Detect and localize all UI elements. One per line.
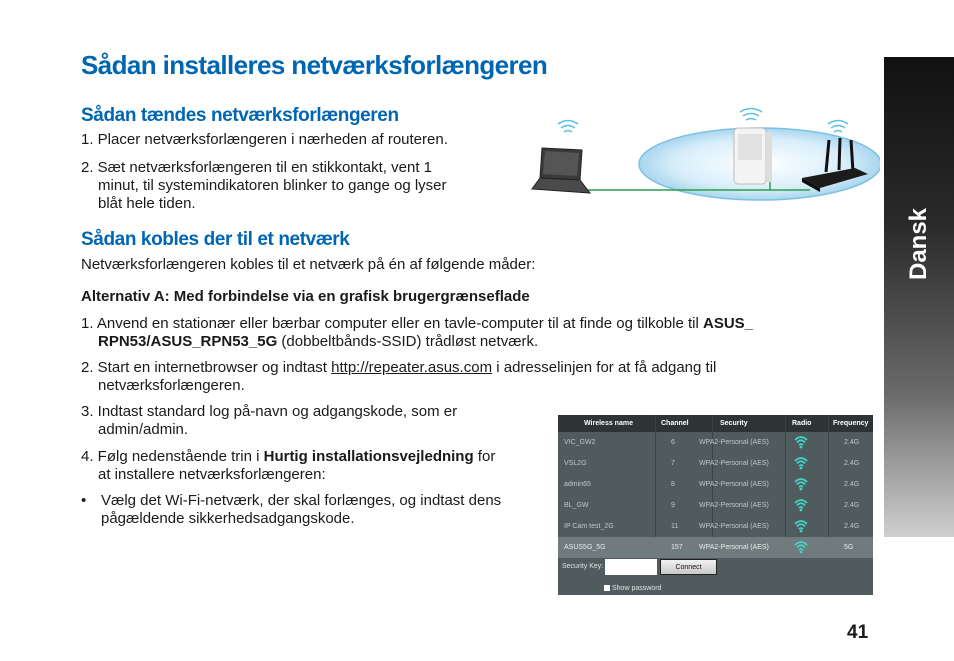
security-cell: WPA2-Personal (AES) [699,460,769,467]
security-cell: WPA2-Personal (AES) [699,523,769,530]
bullet-marker: • [81,492,87,509]
language-side-tab [884,57,954,537]
frequency-cell: 2.4G [844,439,860,446]
wifi-signal-icon [794,456,808,470]
security-key-input[interactable] [605,559,657,575]
step-plug-in-line2: minut, til systemindikatoren blinker to gange og lyser [98,177,447,194]
section-heading-power-on: Sådan tændes netværksforlængeren [81,105,399,126]
connect-button[interactable]: Connect [660,559,717,575]
step-open-browser-line2: netværksforlængeren. [98,377,245,394]
column-header-security: Security [720,420,748,427]
table-row[interactable] [558,516,873,537]
setup-illustration [520,100,880,210]
repeater-url-link[interactable]: http://repeater.asus.com [331,359,493,376]
column-header-frequency: Frequency [833,420,869,427]
wifi-signal-icon [794,435,808,449]
step-login: 3. Indtast standard log på-navn og adgangskode, som er [81,403,458,420]
frequency-cell: 5G [844,544,854,551]
step-connect-wifi: 1. Anvend en stationær eller bærbar computer eller en tavle-computer til at finde og tilkoble til ASUS_ [81,315,754,332]
security-cell: WPA2-Personal (AES) [699,544,769,551]
show-password-label: Show password [612,585,662,592]
step-plug-in-line1: 2. Sæt netværksforlængeren til en stikkontakt, vent 1 [81,159,432,176]
table-header [558,415,873,432]
page-number: 41 [847,622,869,643]
security-key-label: Security Key: [562,563,604,570]
channel-cell: 7 [671,460,675,467]
security-cell: WPA2-Personal (AES) [699,439,769,446]
step-quick-setup-line2: at installere netværksforlængeren: [98,466,326,483]
channel-cell: 8 [671,481,675,488]
laptop-icon [532,148,590,193]
wifi-signal-icon [794,519,808,533]
wifi-signal-icon [740,109,762,121]
wireless-name-cell: VSL2G [564,460,587,467]
step-plug-in-line3: blåt hele tiden. [98,195,196,212]
channel-cell: 9 [671,502,675,509]
bullet-select-wifi-line2: pågældende sikkerhedsadgangskode. [101,510,355,527]
step-login-line2: admin/admin. [98,421,189,438]
wireless-name-cell: IP Cam test_2G [564,523,614,530]
security-cell: WPA2-Personal (AES) [699,502,769,509]
alternative-a-heading: Alternativ A: Med forbindelse via en grafisk brugergrænseflade [81,288,530,305]
bullet-select-wifi: Vælg det Wi-Fi-netværk, der skal forlænges, og indtast dens [101,492,502,509]
step-place-extender: 1. Placer netværksforlængeren i nærheden af routeren. [81,131,448,148]
wifi-signal-icon [558,121,578,133]
wireless-name-cell: ASUS5G_5G [564,544,606,551]
column-header-radio: Radio [792,420,812,427]
wireless-name-cell: BL_GW [564,502,589,509]
wifi-signal-icon [794,498,808,512]
column-header-channel: Channel [661,420,689,427]
wifi-signal-icon [794,540,808,554]
show-password-checkbox[interactable] [604,585,610,591]
table-row[interactable] [558,432,873,453]
wifi-signal-icon [794,477,808,491]
frequency-cell: 2.4G [844,523,860,530]
table-row[interactable] [558,474,873,495]
section-heading-connect: Sådan kobles der til et netværk [81,229,350,250]
table-row[interactable] [558,495,873,516]
frequency-cell: 2.4G [844,460,860,467]
frequency-cell: 2.4G [844,481,860,488]
channel-cell: 6 [671,439,675,446]
step-connect-wifi-line2: RPN53/ASUS_RPN53_5G (dobbeltbånds-SSID) trådløst netværk. [98,333,539,350]
frequency-cell: 2.4G [844,502,860,509]
step-open-browser: 2. Start en internetbrowser og indtast http://repeater.asus.com i adresselinjen for at få adgang til [81,359,717,376]
wireless-name-cell: admin65 [564,481,591,488]
page-title: Sådan installeres netværksforlængeren [81,50,548,80]
wireless-name-cell: VIC_GW2 [564,439,596,446]
table-row[interactable] [558,453,873,474]
channel-cell: 157 [671,544,683,551]
security-cell: WPA2-Personal (AES) [699,481,769,488]
range-extender-icon [734,128,772,184]
table-row[interactable] [558,537,873,558]
channel-cell: 11 [671,523,679,530]
column-header-wireless-name: Wireless name [584,420,633,427]
language-label: Dansk [905,207,932,280]
wifi-signal-icon [828,121,848,133]
connect-intro: Netværksforlængeren kobles til et netværk på én af følgende måder: [81,256,536,273]
step-quick-setup: 4. Følg nedenstående trin i Hurtig installationsvejledning for [81,448,496,465]
